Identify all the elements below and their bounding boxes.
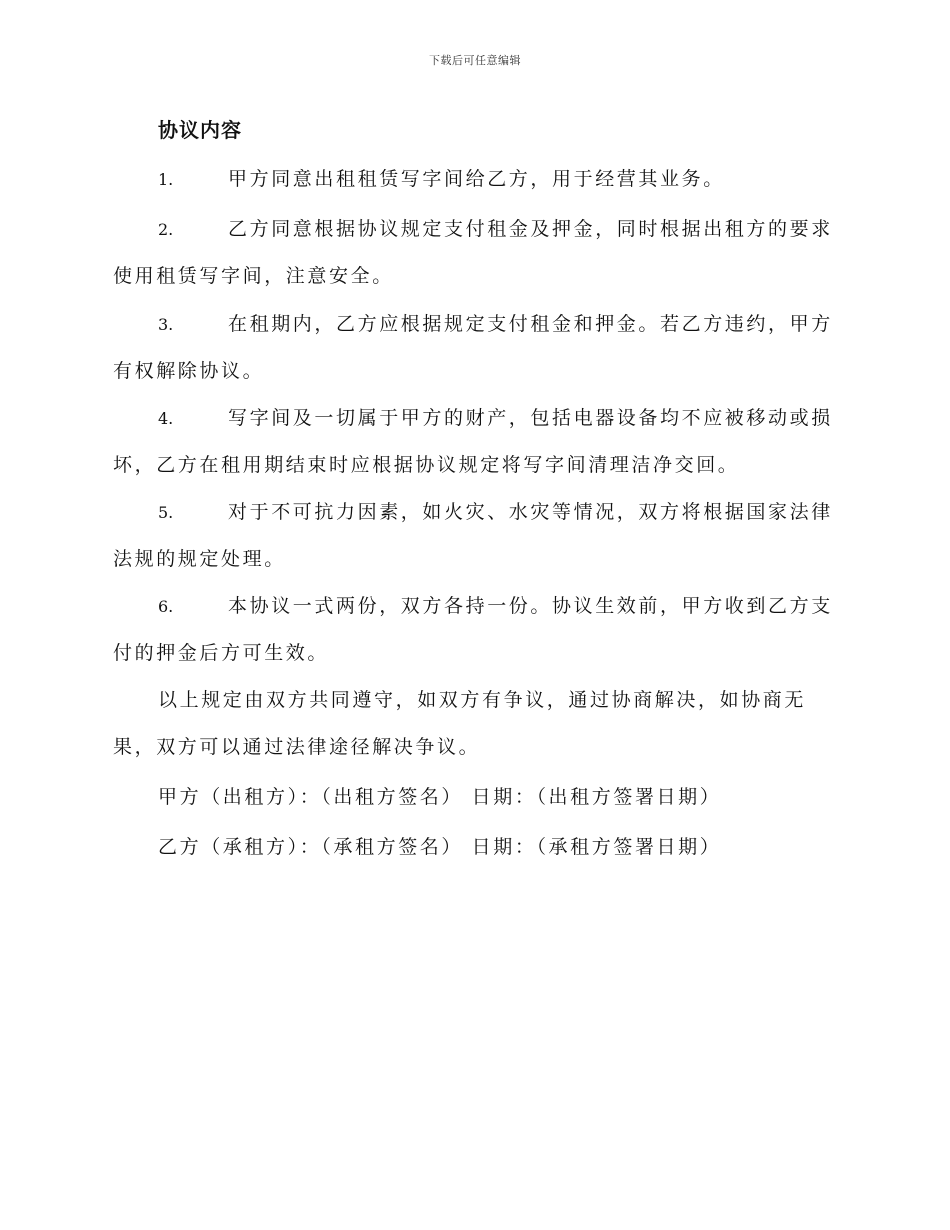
party-a-signature-line: 甲方（出租方）：（出租方签名） 日期：（出租方签署日期）	[158, 786, 722, 808]
clause-number: 3.	[158, 315, 174, 334]
clause-number: 6.	[158, 597, 174, 616]
clause-3	[113, 301, 838, 395]
clause-number: 2.	[158, 220, 174, 239]
clause-number: 4.	[158, 409, 174, 428]
clause-number: 5.	[158, 503, 174, 522]
clause-text: 甲方同意出租租赁写字间给乙方，用于经营其业务。	[228, 168, 725, 190]
clause-5	[113, 489, 838, 583]
clause-4	[113, 395, 838, 489]
clause-text: 在租期内，乙方应根据规定支付租金和押金。若乙方违约，甲方有权解除协议。	[113, 313, 833, 382]
clause-text: 本协议一式两份，双方各持一份。协议生效前，甲方收到乙方支付的押金后方可生效。	[113, 595, 833, 664]
closing-paragraph: 以上规定由双方共同遵守，如双方有争议，通过协商解决，如协商无果，双方可以通过法律途径解决争议。	[113, 689, 807, 758]
clause-text: 乙方同意根据协议规定支付租金及押金，同时根据出租方的要求使用租赁写字间，注意安全。	[113, 218, 833, 287]
party-b-signature-line: 乙方（承租方）：（承租方签名） 日期：（承租方签署日期）	[158, 836, 722, 858]
document-title: 协议内容	[158, 118, 242, 142]
clause-number: 1.	[158, 170, 174, 189]
clause-1	[113, 156, 838, 203]
page-header: 下载后可任意编辑	[429, 54, 521, 67]
clause-6	[113, 583, 838, 677]
clause-text: 写字间及一切属于甲方的财产，包括电器设备均不应被移动或损坏，乙方在租用期结束时应根据协议规定将写字间清理洁净交回。	[113, 407, 833, 476]
clause-text: 对于不可抗力因素，如火灾、水灾等情况，双方将根据国家法律法规的规定处理。	[113, 501, 833, 570]
clause-2	[113, 206, 838, 300]
